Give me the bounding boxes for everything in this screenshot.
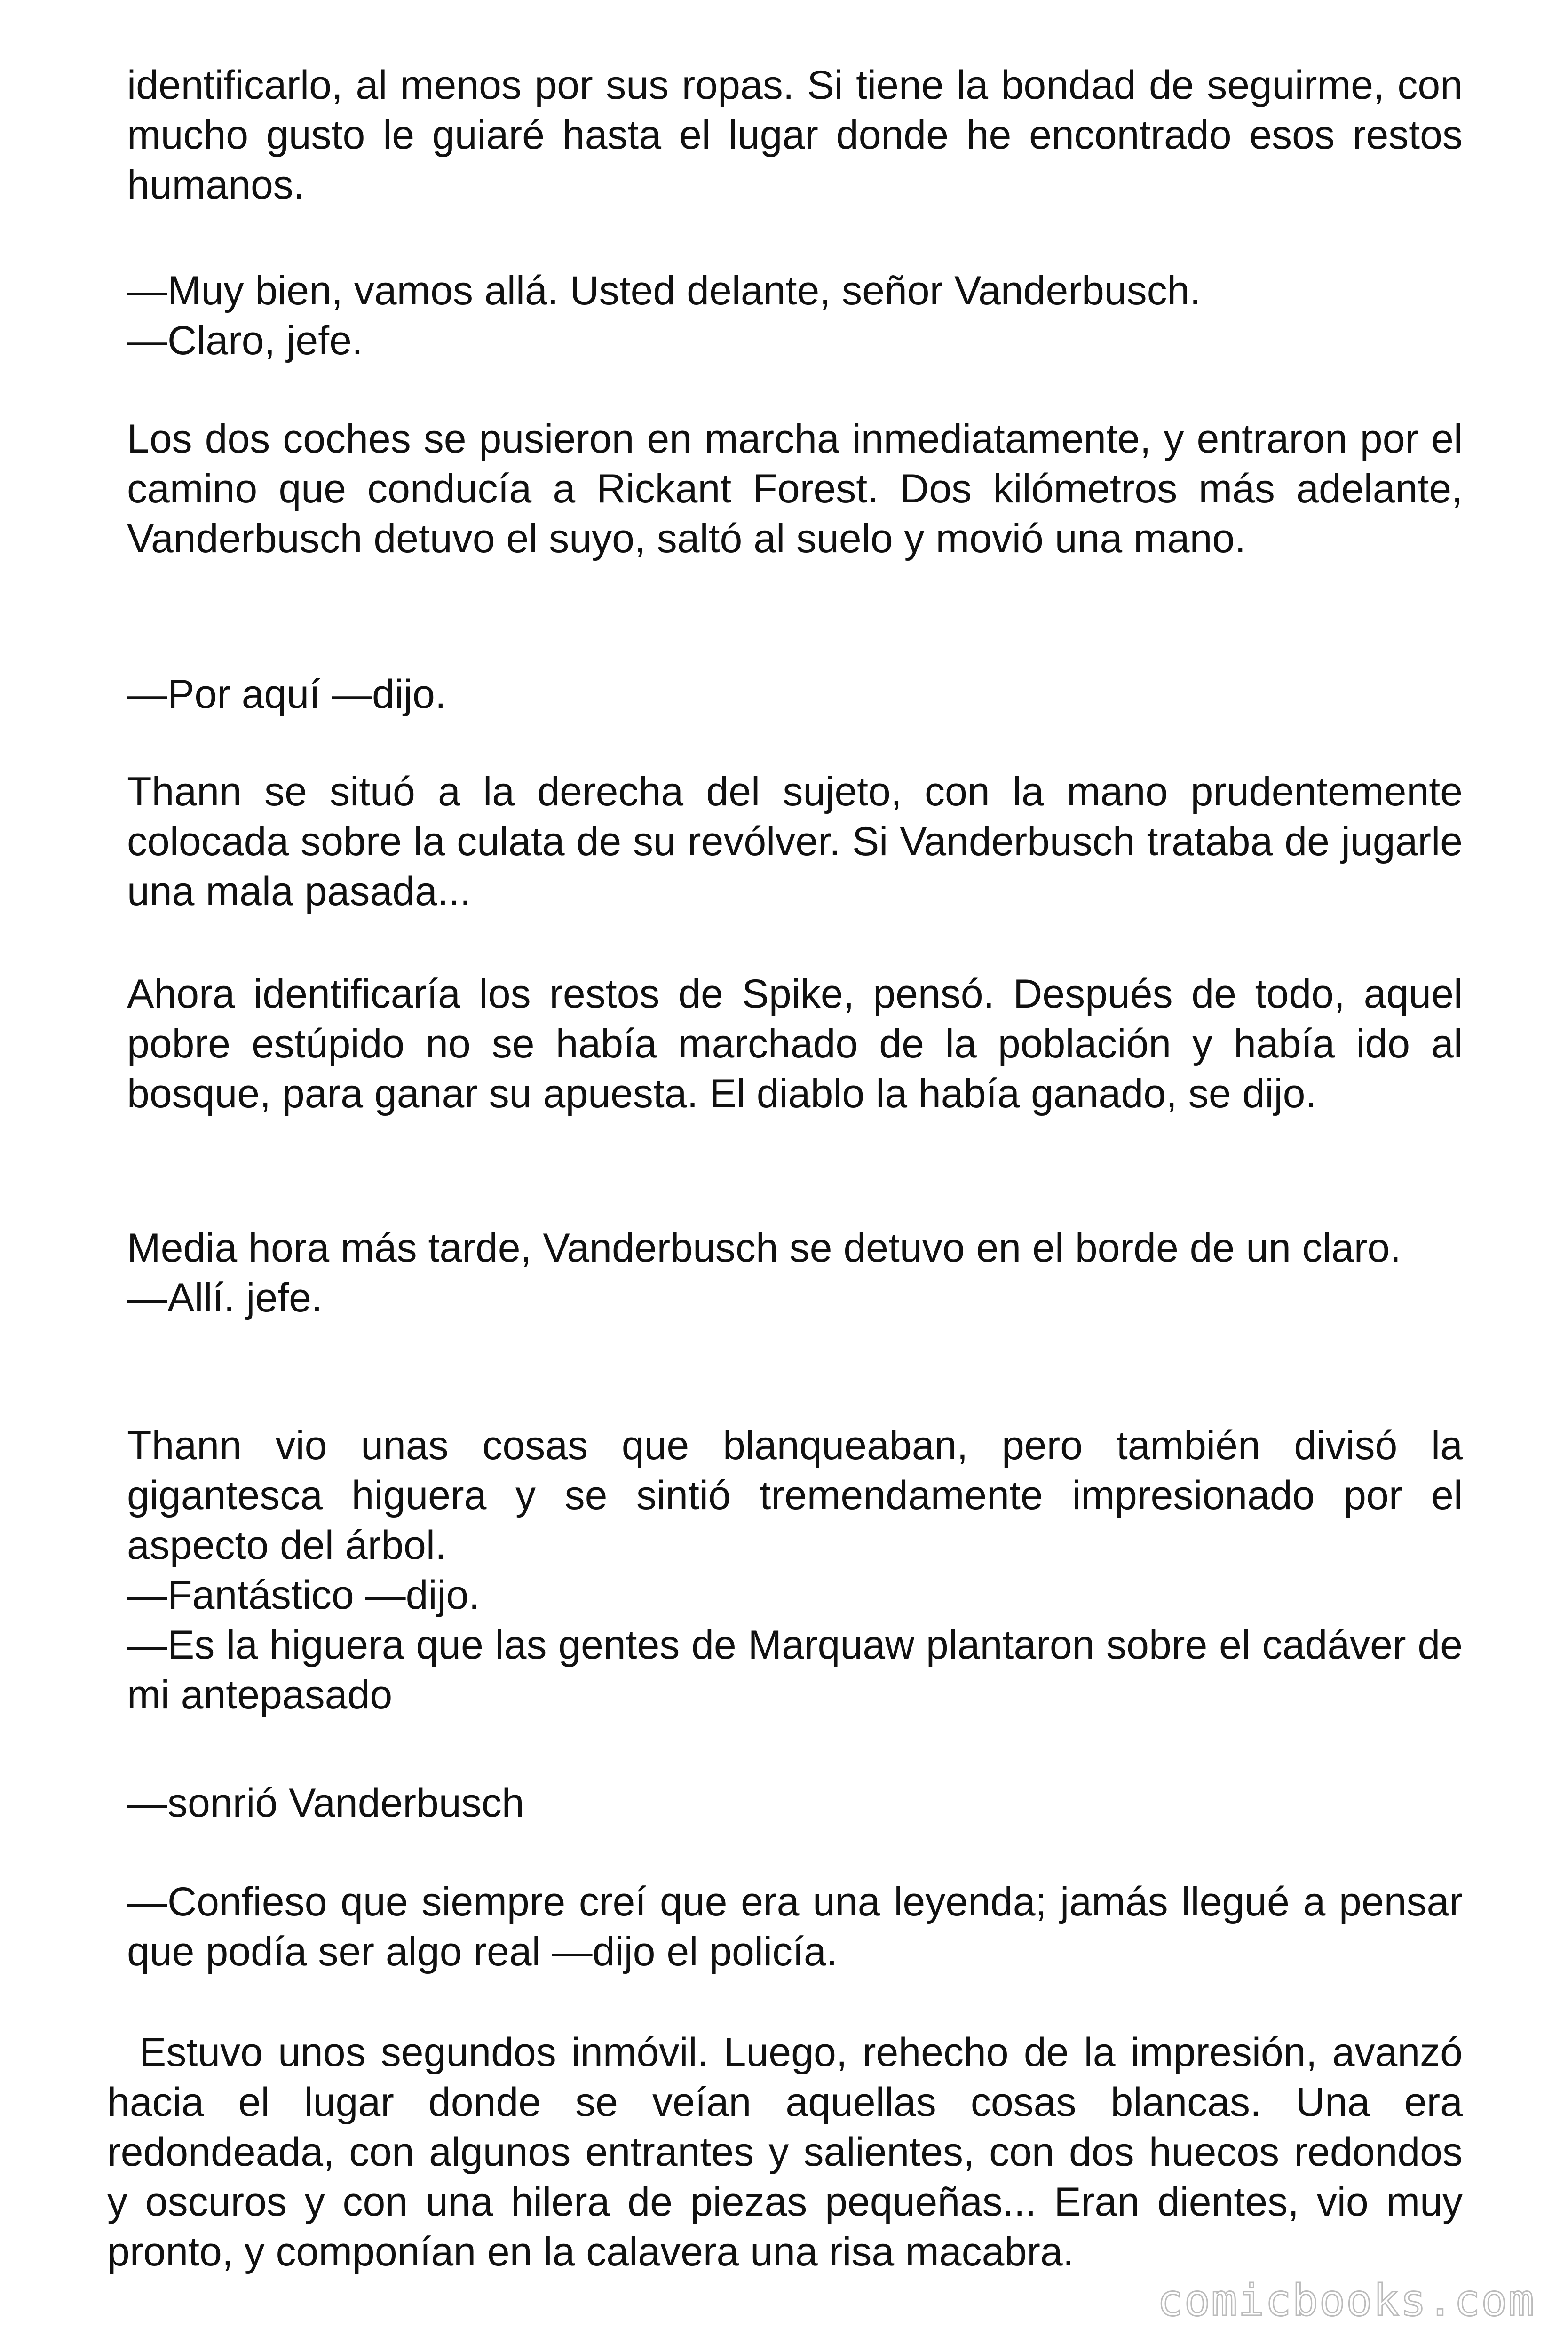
dialogue-line: —Allí. jefe.: [127, 1275, 323, 1320]
dialogue-line: —Fantástico —dijo.: [127, 1573, 480, 1618]
dialogue-line: —Es la higuera que las gentes de Marquaw plantaron sobre el cadáver de mi antepasado: [127, 1622, 1463, 1717]
paragraph-5: [127, 1223, 1463, 1323]
paragraph-text: Media hora más tarde, Vanderbusch se detuvo en el borde de un claro.: [127, 1225, 1402, 1271]
paragraph-1: [127, 60, 1463, 210]
dialogue-line: —Claro, jefe.: [127, 318, 363, 363]
dialogue-group-3: [127, 1778, 1463, 1828]
paragraph-text: Thann se situó a la derecha del sujeto, con la mano prudentemente colocada sobre la culata de su revólver. Si Vanderbusch trataba de jugarle una mala pasada...: [127, 769, 1463, 914]
paragraph-3: [127, 767, 1463, 916]
watermark-logo: comicbooks.com: [1157, 2275, 1535, 2326]
paragraph-text: Ahora identificaría los restos de Spike, pensó. Después de todo, aquel pobre estúpido no se había marchado de la población y había ido al bosque, para ganar su apuesta. El diablo la había ganado, se dijo.: [127, 971, 1463, 1116]
paragraph-4: [127, 969, 1463, 1119]
paragraph-6: [127, 1421, 1463, 1720]
paragraph-text: Los dos coches se pusieron en marcha inmediatamente, y entraron por el camino que conducía a Rickant Forest. Dos kilómetros más adelante, Vanderbusch detuvo el suyo, saltó al suelo y movió una mano.: [127, 416, 1463, 561]
paragraph-2: [127, 414, 1463, 564]
dialogue-group-1: [127, 266, 1463, 366]
paragraph-7: [127, 1877, 1463, 1977]
paragraph-text: identificarlo, al menos por sus ropas. Si tiene la bondad de seguirme, con mucho gusto le guiaré hasta el lugar donde he encontrado esos restos humanos.: [127, 63, 1463, 207]
dialogue-group-2: [127, 669, 1463, 719]
dialogue-line: —sonrió Vanderbusch: [127, 1780, 524, 1826]
paragraph-text: —Confieso que siempre creí que era una leyenda; jamás llegué a pensar que podía ser algo real —dijo el policía.: [127, 1879, 1463, 1974]
paragraph-8: Estuvo unos segundos inmóvil. Luego, rehecho de la impresión, avanzó hacia el lugar donde se veían aquellas cosas blancas. Una era redondeada, con algunos entrantes y salientes, con dos huecos redondos y oscuros y con una hilera de piezas pequeñas... Eran dientes, vio muy pronto, y componían en la calavera una risa macabra.: [107, 2030, 1463, 2274]
dialogue-line: —Muy bien, vamos allá. Usted delante, señor Vanderbusch.: [127, 268, 1201, 313]
paragraph-text: Thann vio unas cosas que blanqueaban, pero también divisó la gigantesca higuera y se sintió tremendamente impresionado por el aspecto del árbol.: [127, 1423, 1463, 1568]
dialogue-line: —Por aquí —dijo.: [127, 672, 446, 717]
